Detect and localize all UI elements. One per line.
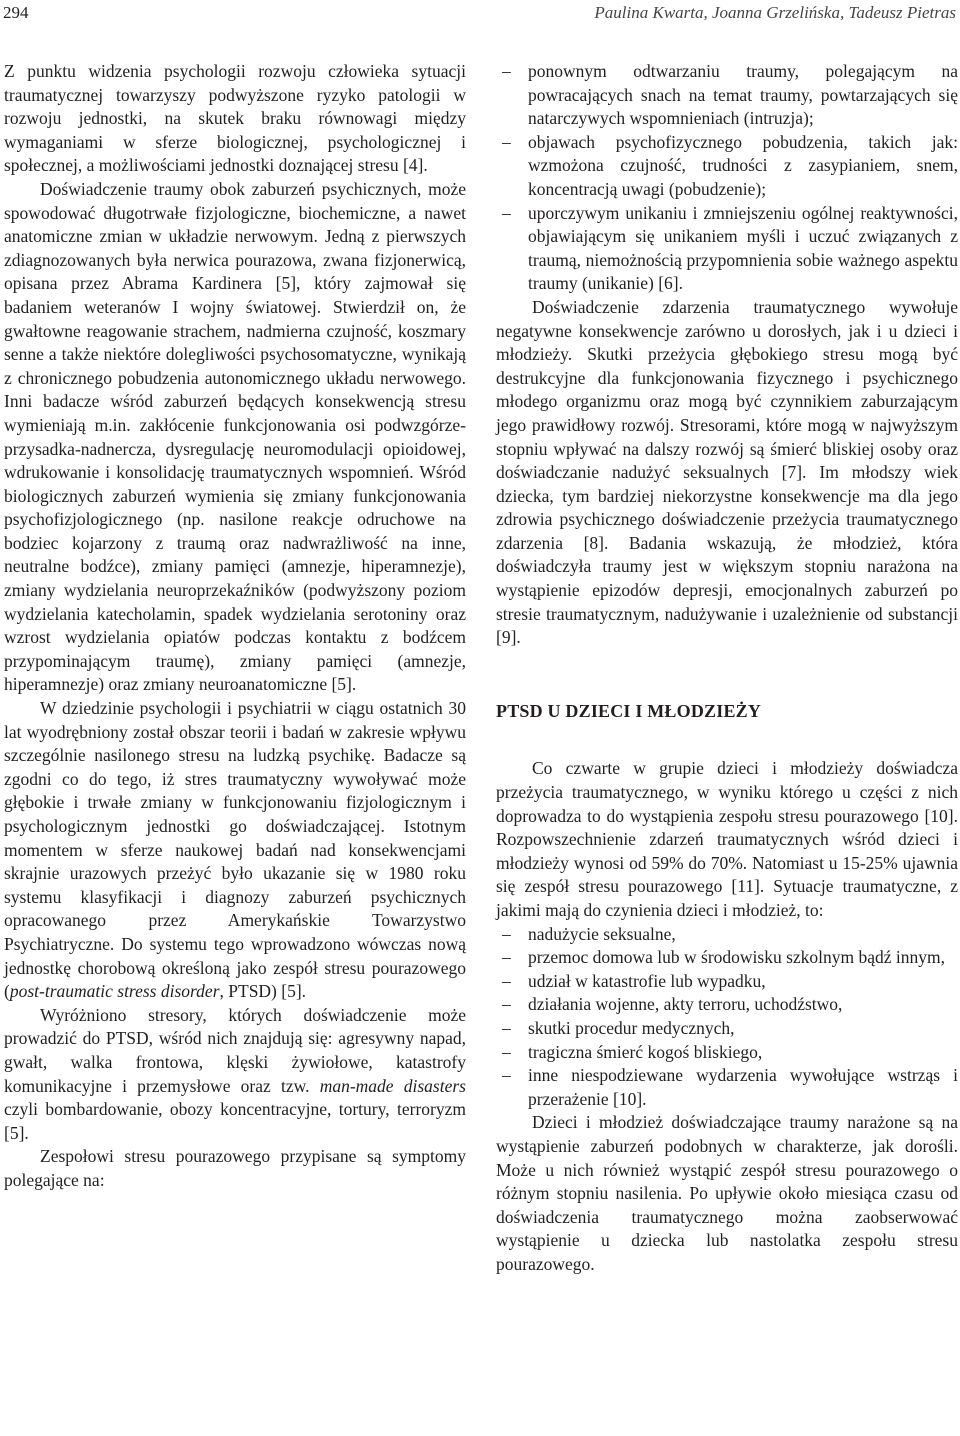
running-head-authors: Paulina Kwarta, Joanna Grzelińska, Tadeusz Pietras xyxy=(594,3,956,22)
paragraph-trauma-effects: Doświadczenie traumy obok zaburzeń psychicznych, może spowodować długotrwałe fizjologiczne, biochemiczne, a nawet anatomiczne zmian w układzie nerwowym. Jedną z pierwszych zdiagnozowanych była nerwica pourazowa, zwana fizjonerwicą, opisana przez Abrama Kardinera [5], który zajmował się badaniem weteranów I wojny światowej. Stwierdził on, że gwałtowne reagowanie strachem, nadmierna czujność, koszmary senne a także niektóre dolegliwości psychosomatyczne, wynikają z chronicznego pobudzenia autonomicznego układu nerwowego. Inni badacze wśród zaburzeń będących konsekwencją stresu wymieniają m.in. zakłócenie funkcjonowania osi podwzgórze-przysadka-nadnercza, dysregulację neuromodulacji opioidowej, wdrukowanie i konsolidację traumatycznych wspomnień. Wśród biologicznych zaburzeń wymienia się zmiany funkcjonowania psychofizjologicznego (np. nasilone reakcje odruchowe na bodziec kojarzony z traumą oraz nadwrażliwość na inne, neutralne bodźce), zmiany pamięci (amnezje, hiperamnezje), zmiany wydzielania neuroprzekaźników (podwyższony poziom wydzielania katecholamin, spadek wydzielania serotoniny oraz wzrost wydzielania opiatów podczas kontaktu z bodźcem przypominającym traumę), zmiany pamięci (amnezje, hiperamnezje) oraz zmiany neuroanatomiczne [5]. xyxy=(4,178,466,695)
left-column xyxy=(4,60,466,1193)
list-item: – tragiczna śmierć kogoś bliskiego, xyxy=(496,1041,958,1065)
man-made-disasters-term: man-made disasters xyxy=(319,1075,466,1096)
list-item: – przemoc domowa lub w środowisku szkolnym bądź innym, xyxy=(496,946,958,970)
paragraph-symptoms-intro: Zespołowi stresu pourazowego przypisane są symptomy polegające na: xyxy=(4,1146,466,1190)
symptom-list xyxy=(496,60,958,296)
list-item: – udział w katastrofie lub wypadku, xyxy=(496,970,958,994)
paragraph-prevalence: Co czwarte w grupie dzieci i młodzieży doświadcza przeżycia traumatycznego, w wyniku którego u części z nich doprowadza to do wystąpienia zespołu stresu pourazowego [10]. Rozpowszechnienie zdarzeń traumatycznych wśród dzieci i młodzieży wynosi od 59% do 70%. Natomiast u 15-25% ujawnia się zespół stresu pourazowego [11]. Sytuacje traumatyczne, z jakimi mają do czynienia dzieci i młodzież, to: xyxy=(496,758,958,920)
paragraph-stressors: Wyróżniono stresory, których doświadczenie może prowadzić do PTSD, wśród nich znajdują się: agresywny napad, gwałt, walka frontowa, klęski żywiołowe, katastrofy komunikacyjne i przemysłowe oraz tzw. man-made disasters czyli bombardowanie, obozy koncentracyjne, tortury, terroryzm [5]. xyxy=(4,1004,466,1143)
list-item: – ponownym odtwarzaniu traumy, polegającym na powracających snach na temat traumy, powtarzających się natarczywych wspomnieniach (intruzja); xyxy=(496,60,958,131)
paragraph-ptsd-history: W dziedzinie psychologii i psychiatrii w ciągu ostatnich 30 lat wyodrębniony został obszar teorii i badań w zakresie wpływu szczególnie nasilonego stresu na ludzką psychikę. Badacze są zgodni co do tego, iż stres traumatyczny wywoływać może głębokie i trwałe zmiany w funkcjonowaniu fizjologicznym i psychologicznym jednostki go doświadczającej. Istotnym momentem w sferze naukowej badań nad konsekwencjami skrajnie urazowych przeżyć było ukazanie się w 1980 roku systemu klasyfikacji i diagnozy zaburzeń psychicznych opracowanego przez Amerykańskie Towarzystwo Psychiatryczne. Do systemu tego wprowadzono wówczas nową jednostkę chorobową określoną jako zespół stresu pourazowego (post-traumatic stress disorder, PTSD) [5]. xyxy=(4,698,466,1002)
list-item: – skutki procedur medycznych, xyxy=(496,1017,958,1041)
list-item: – inne niespodziewane wydarzenia wywołujące wstrząs i przerażenie [10]. xyxy=(496,1064,958,1111)
ptsd-term: post-traumatic stress disorder xyxy=(9,981,220,1002)
list-item: – nadużycie seksualne, xyxy=(496,923,958,947)
paragraph-children-ptsd: Dzieci i młodzież doświadczające traumy narażone są na wystąpienie zaburzeń podobnych w charakterze, jak dorośli. Może u nich również wystąpić zespół stresu pourazowego o różnym stopniu nasilenia. Po upływie około miesiąca czasu od doświadczenia traumatycznego można zaobserwować wystąpienie u dziecka lub nastolatka zespołu stresu pourazowego. xyxy=(496,1112,958,1274)
paragraph-development-psychology: Z punktu widzenia psychologii rozwoju człowieka sytuacji traumatycznej towarzyszy podwyższone ryzyko patologii w rozwoju jednostki, na skutek braku równowagi między wymaganiami w sferze biologicznej, psychologicznej i społecznej, a możliwościami jednostki doznającej stresu [4]. xyxy=(4,61,466,176)
right-column xyxy=(496,60,958,1277)
list-item: – działania wojenne, akty terroru, uchodźstwo, xyxy=(496,993,958,1017)
situation-list xyxy=(496,923,958,1112)
paragraph-consequences: Doświadczenie zdarzenia traumatycznego wywołuje negatywne konsekwencje zarówno u dorosłych, jak i u dzieci i młodzieży. Skutki przeżycia głębokiego stresu mogą być destrukcyjne dla funkcjonowania fizycznego i psychicznego młodego organizmu oraz mogą być czynnikiem zaburzającym jego prawidłowy rozwój. Stresorami, które mogą w najwyższym stopniu wpływać na dalszy rozwój są śmierć bliskiej osoby oraz doświadczanie nadużyć seksualnych [7]. Im młodszy wiek dziecka, tym bardziej niekorzystne konsekwencje ma dla jego zdrowia psychicznego doświadczenie przeżycia traumatycznego zdarzenia [8]. Badania wskazują, że młodzież, która doświadczyła traumy jest w większym stopniu narażona na wystąpienie epizodów depresji, emocjonalnych zaburzeń po stresie traumatycznym, nadużywanie i uzależnienie od substancji [9]. xyxy=(496,296,958,648)
page-header xyxy=(0,2,960,28)
page-number: 294 xyxy=(3,3,29,22)
section-heading: PTSD U DZIECI I MŁODZIEŻY xyxy=(496,700,762,721)
list-item: – uporczywym unikaniu i zmniejszeniu ogólnej reaktywności, objawiającym się unikaniem myśli i uczuć związanych z traumą, niemożnością przypomnienia sobie ważnego aspektu traumy (unikanie) [6]. xyxy=(496,202,958,296)
list-item: – objawach psychofizycznego pobudzenia, takich jak: wzmożona czujność, trudności z zasypianiem, snem, koncentracją uwagi (pobudzenie); xyxy=(496,131,958,202)
